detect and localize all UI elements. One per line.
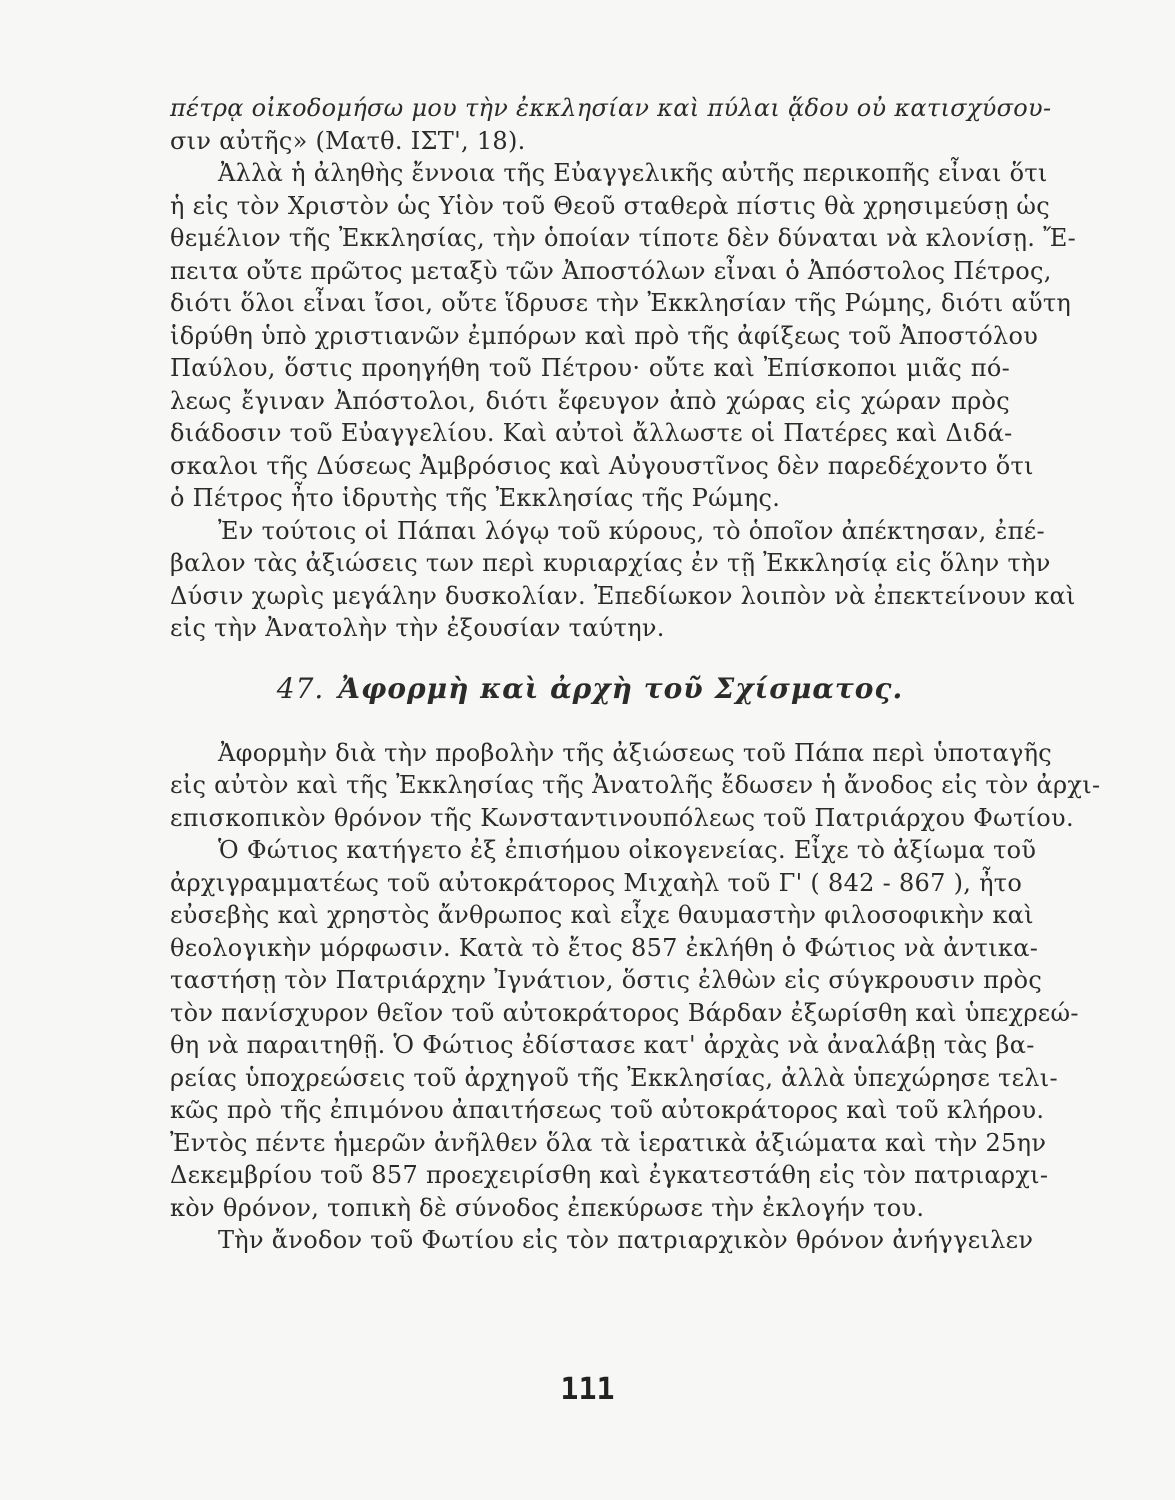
text-line: Παύλου, ὅστις προηγήθη τοῦ Πέτρου· οὔτε καὶ Ἐπίσκοποι μιᾶς πό- <box>170 354 1010 382</box>
text-block-2 <box>170 737 1101 1257</box>
text-line: ταστήσῃ τὸν Πατριάρχην Ἰγνάτιον, ὅστις ἐλθὼν εἰς σύγκρουσιν πρὸς <box>170 966 1043 994</box>
text-line: θεολογικὴν μόρφωσιν. Κατὰ τὸ ἔτος 857 ἐκλήθη ὁ Φώτιος νὰ ἀντικα- <box>170 933 1039 962</box>
text-line: επισκοπικὸν θρόνον τῆς Κωνσταντινουπόλεως τοῦ Πατριάρχου Φωτίου. <box>170 803 1074 832</box>
text-line: εἰς αὐτὸν καὶ τῆς Ἐκκλησίας τῆς Ἀνατολῆς ἔδωσεν ἡ ἄνοδος εἰς τὸν ἀρχι- <box>170 771 1101 799</box>
text-line: Ὁ Φώτιος κατήγετο ἐξ ἐπισήμου οἰκογενείας. Εἶχε τὸ ἀξίωμα τοῦ <box>218 836 1037 864</box>
text-line: ἀρχιγραμματέως τοῦ αὐτοκράτορος Μιχαὴλ τοῦ Γ' ( 842 - 867 ), ἦτο <box>170 868 1023 897</box>
page-body <box>170 92 1101 1257</box>
section-heading <box>170 667 1010 711</box>
text-line: διότι ὅλοι εἶναι ἴσοι, οὔτε ἵδρυσε τὴν Ἐκκλησίαν τῆς Ρώμης, διότι αὕτη <box>170 289 1072 317</box>
text-line: τὸν πανίσχυρον θεῖον τοῦ αὐτοκράτορος Βάρδαν ἐξωρίσθη καὶ ὑπεχρεώ- <box>170 998 1079 1027</box>
text-line: Τὴν ἄνοδον τοῦ Φωτίου εἰς τὸν πατριαρχικὸν θρόνον ἀνήγγειλεν <box>218 1226 1034 1254</box>
text-line: ὁ Πέτρος ἦτο ἱδρυτὴς τῆς Ἐκκλησίας τῆς Ρώμης. <box>170 484 781 512</box>
text-line: Ἀλλὰ ἡ ἀληθὴς ἔννοια τῆς Εὐαγγελικῆς αὐτῆς περικοπῆς εἶναι ὅτι <box>218 159 1048 187</box>
section-number: 47. <box>276 671 325 705</box>
text-line: διάδοσιν τοῦ Εὐαγγελίου. Καὶ αὐτοὶ ἄλλωστε οἱ Πατέρες καὶ Διδά- <box>170 419 1013 447</box>
page-number: 111 <box>560 1372 615 1407</box>
text-line: λεως ἔγιναν Ἀπόστολοι, διότι ἔφευγον ἀπὸ χώρας εἰς χώραν πρὸς <box>170 386 1010 415</box>
text-line: κῶς πρὸ τῆς ἐπιμόνου ἀπαιτήσεως τοῦ αὐτοκράτορος καὶ τοῦ κλήρου. <box>170 1096 1045 1124</box>
text-line: Ἐντὸς πέντε ἡμερῶν ἀνῆλθεν ὅλα τὰ ἱερατικὰ ἀξιώματα καὶ τὴν 25ην <box>170 1128 1047 1157</box>
text-line: θη νὰ παραιτηθῇ. Ὁ Φώτιος ἐδίστασε κατ' ἀρχὰς νὰ ἀναλάβῃ τὰς βα- <box>170 1031 1035 1059</box>
text-line: θεμέλιον τῆς Ἐκκλησίας, τὴν ὁποίαν τίποτε δὲν δύναται νὰ κλονίσῃ. Ἔ- <box>170 224 1077 252</box>
text-line: Δύσιν χωρὶς μεγάλην δυσκολίαν. Ἐπεδίωκον λοιπὸν νὰ ἐπεκτείνουν καὶ <box>170 581 1076 610</box>
text-line: πέτρᾳ οἰκοδομήσω μου τὴν ἐκκλησίαν καὶ πύλαι ᾅδου οὐ κατισχύσου- <box>170 94 1052 122</box>
text-line: βαλον τὰς ἀξιώσεις των περὶ κυριαρχίας ἐν τῇ Ἐκκλησίᾳ εἰς ὅλην τὴν <box>170 549 1051 577</box>
text-line: σκαλοι τῆς Δύσεως Ἀμβρόσιος καὶ Αὐγουστῖνος δὲν παρεδέχοντο ὅτι <box>170 451 1034 480</box>
text-line: Ἀφορμὴν διὰ τὴν προβολὴν τῆς ἀξιώσεως τοῦ Πάπα περὶ ὑποταγῆς <box>218 738 1053 767</box>
text-line: Δεκεμβρίου τοῦ 857 προεχειρίσθη καὶ ἐγκατεστάθη εἰς τὸν πατριαρχι- <box>170 1161 1049 1189</box>
section-title: Ἀφορμὴ καὶ ἀρχὴ τοῦ Σχίσματος. <box>338 671 904 705</box>
text-line: σιν αὐτῆς» (Ματθ. ΙΣΤ', 18). <box>170 126 526 155</box>
text-line: ἱδρύθη ὑπὸ χριστιανῶν ἐμπόρων καὶ πρὸ τῆς ἀφίξεως τοῦ Ἀποστόλου <box>170 321 1039 350</box>
text-block-1 <box>170 92 1077 645</box>
text-line: ἡ εἰς τὸν Χριστὸν ὡς Υἱὸν τοῦ Θεοῦ σταθερὰ πίστις θὰ χρησιμεύσῃ ὡς <box>170 191 1051 220</box>
text-line: πειτα οὔτε πρῶτος μεταξὺ τῶν Ἀποστόλων εἶναι ὁ Ἀπόστολος Πέτρος, <box>170 256 1052 285</box>
text-line: εἰς τὴν Ἀνατολὴν τὴν ἐξουσίαν ταύτην. <box>170 614 665 642</box>
text-line: ρείας ὑποχρεώσεις τοῦ ἀρχηγοῦ τῆς Ἐκκλησίας, ἀλλὰ ὑπεχώρησε τελι- <box>170 1063 1058 1092</box>
text-line: εὐσεβὴς καὶ χρηστὸς ἄνθρωπος καὶ εἶχε θαυμαστὴν φιλοσοφικὴν καὶ <box>170 901 1034 929</box>
text-line: κὸν θρόνον, τοπικὴ δὲ σύνοδος ἐπεκύρωσε τὴν ἐκλογήν του. <box>170 1193 925 1222</box>
text-line: Ἐν τούτοις οἱ Πάπαι λόγῳ τοῦ κύρους, τὸ ὁποῖον ἀπέκτησαν, ἐπέ- <box>218 516 1045 545</box>
